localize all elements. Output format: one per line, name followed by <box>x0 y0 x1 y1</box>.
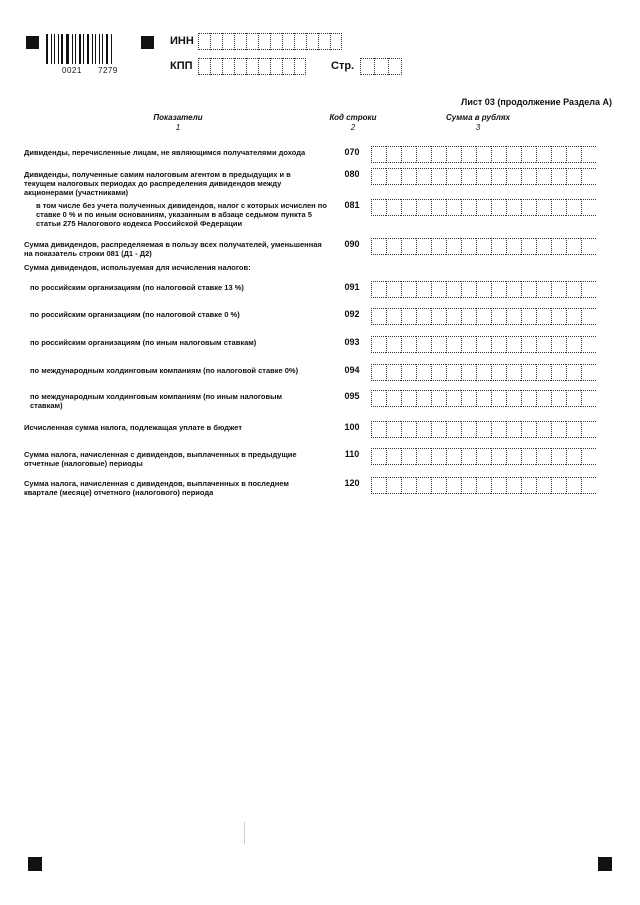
input-cell[interactable] <box>491 336 506 353</box>
row-code-090: 090 <box>344 239 360 249</box>
input-cell[interactable] <box>491 421 506 438</box>
row-code-093: 093 <box>344 337 360 347</box>
corner-marker-bottom-right <box>598 857 612 871</box>
input-cell[interactable] <box>446 390 461 407</box>
input-cell[interactable] <box>446 146 461 163</box>
input-cell[interactable] <box>446 281 461 298</box>
input-cell[interactable] <box>491 448 506 465</box>
column-number-3: 3 <box>475 123 481 132</box>
input-cell[interactable] <box>461 281 476 298</box>
input-cell[interactable] <box>246 33 258 50</box>
barcode-bar <box>53 34 54 64</box>
input-cell[interactable] <box>506 281 521 298</box>
input-cell[interactable] <box>371 238 386 255</box>
input-cell[interactable] <box>386 308 401 325</box>
input-cell[interactable] <box>506 146 521 163</box>
input-cell[interactable] <box>446 364 461 381</box>
input-cell[interactable] <box>388 58 402 75</box>
barcode-bar <box>95 34 96 64</box>
input-cell[interactable] <box>401 308 416 325</box>
input-cell[interactable] <box>536 421 551 438</box>
barcode-bar <box>106 34 108 64</box>
barcode-bar <box>46 34 48 64</box>
input-cell[interactable] <box>491 308 506 325</box>
input-cell[interactable] <box>461 390 476 407</box>
input-cell[interactable] <box>416 238 431 255</box>
input-cell[interactable] <box>536 448 551 465</box>
input-cell[interactable] <box>521 477 536 494</box>
input-cell[interactable] <box>551 281 566 298</box>
input-cell[interactable] <box>581 238 596 255</box>
input-cell[interactable] <box>330 33 342 50</box>
corner-marker-bottom-left <box>28 857 42 871</box>
input-cell[interactable] <box>431 421 446 438</box>
input-cell[interactable] <box>551 168 566 185</box>
barcode-bar <box>70 34 71 64</box>
input-cell[interactable] <box>581 281 596 298</box>
input-cell[interactable] <box>431 199 446 216</box>
input-cell[interactable] <box>386 199 401 216</box>
barcode-bar <box>101 34 102 64</box>
row-code-081: 081 <box>344 200 360 210</box>
input-cell[interactable] <box>431 390 446 407</box>
amount-field-110[interactable] <box>371 448 596 465</box>
input-cell[interactable] <box>461 448 476 465</box>
input-cell[interactable] <box>246 58 258 75</box>
input-cell[interactable] <box>416 390 431 407</box>
input-cell[interactable] <box>446 238 461 255</box>
input-cell[interactable] <box>446 308 461 325</box>
amount-field-080[interactable] <box>371 168 596 185</box>
input-cell[interactable] <box>386 477 401 494</box>
barcode-bar <box>82 34 83 64</box>
input-cell[interactable] <box>401 168 416 185</box>
input-cell[interactable] <box>521 308 536 325</box>
amount-field-093[interactable] <box>371 336 596 353</box>
input-cell[interactable] <box>566 199 581 216</box>
input-cell[interactable] <box>371 281 386 298</box>
input-cell[interactable] <box>551 364 566 381</box>
input-cell[interactable] <box>401 199 416 216</box>
subheading-tax-base: Сумма дивидендов, используемая для исчисления налогов: <box>24 263 251 272</box>
input-cell[interactable] <box>551 336 566 353</box>
input-cell[interactable] <box>431 308 446 325</box>
input-cell[interactable] <box>416 168 431 185</box>
input-cell[interactable] <box>536 238 551 255</box>
barcode-bar <box>111 34 112 64</box>
input-cell[interactable] <box>551 238 566 255</box>
input-cell[interactable] <box>491 146 506 163</box>
input-cell[interactable] <box>506 238 521 255</box>
input-cell[interactable] <box>581 146 596 163</box>
input-cell[interactable] <box>491 281 506 298</box>
input-cell[interactable] <box>536 390 551 407</box>
input-cell[interactable] <box>210 33 222 50</box>
input-cell[interactable] <box>416 364 431 381</box>
amount-field-092[interactable] <box>371 308 596 325</box>
barcode-bar <box>56 34 57 64</box>
input-cell[interactable] <box>461 168 476 185</box>
input-cell[interactable] <box>401 477 416 494</box>
input-cell[interactable] <box>476 238 491 255</box>
input-cell[interactable] <box>446 421 461 438</box>
input-cell[interactable] <box>566 281 581 298</box>
input-cell[interactable] <box>551 308 566 325</box>
input-cell[interactable] <box>461 364 476 381</box>
input-cell[interactable] <box>476 308 491 325</box>
barcode-bar <box>94 34 95 64</box>
row-label-120: Сумма налога, начисленная с дивидендов, выплаченных в последнем квартале (месяце) отчетного (налогового) периода <box>24 479 289 497</box>
input-cell[interactable] <box>506 477 521 494</box>
input-cell[interactable] <box>446 199 461 216</box>
input-cell[interactable] <box>521 146 536 163</box>
input-cell[interactable] <box>401 448 416 465</box>
input-cell[interactable] <box>566 146 581 163</box>
barcode-bar <box>92 34 93 64</box>
input-cell[interactable] <box>371 448 386 465</box>
input-cell[interactable] <box>431 281 446 298</box>
row-label-100: Исчисленная сумма налога, подлежащая уплате в бюджет <box>24 423 243 432</box>
barcode-bar <box>104 34 105 64</box>
input-cell[interactable] <box>371 308 386 325</box>
input-cell[interactable] <box>386 238 401 255</box>
input-cell[interactable] <box>551 146 566 163</box>
barcode-bar <box>102 34 103 64</box>
input-cell[interactable] <box>431 336 446 353</box>
input-cell[interactable] <box>371 364 386 381</box>
input-cell[interactable] <box>521 168 536 185</box>
input-cell[interactable] <box>198 33 210 50</box>
input-cell[interactable] <box>306 33 318 50</box>
input-cell[interactable] <box>416 448 431 465</box>
page-number-label: Стр. <box>331 60 355 72</box>
input-cell[interactable] <box>461 336 476 353</box>
input-cell[interactable] <box>506 448 521 465</box>
barcode-bar <box>97 34 98 64</box>
input-cell[interactable] <box>566 336 581 353</box>
input-cell[interactable] <box>476 421 491 438</box>
amount-field-091[interactable] <box>371 281 596 298</box>
amount-field-090[interactable] <box>371 238 596 255</box>
corner-marker-top-right <box>141 36 154 49</box>
row-label-110: Сумма налога, начисленная с дивидендов, выплаченных в предыдущие отчетные (налоговые) периоды <box>24 450 297 468</box>
inn-label: ИНН <box>170 35 194 47</box>
kpp-label: КПП <box>170 60 193 72</box>
input-cell[interactable] <box>551 448 566 465</box>
row-label-091: по российским организациям (по налоговой ставке 13 %) <box>30 283 244 292</box>
barcode-bar <box>77 34 78 64</box>
input-cell[interactable] <box>416 308 431 325</box>
barcode-bar <box>109 34 110 64</box>
corner-marker-top-left <box>26 36 39 49</box>
input-cell[interactable] <box>401 390 416 407</box>
column-header-indicators: Показатели <box>153 113 203 122</box>
input-cell[interactable] <box>476 364 491 381</box>
input-cell[interactable] <box>371 168 386 185</box>
input-cell[interactable] <box>294 58 306 75</box>
row-code-070: 070 <box>344 147 360 157</box>
input-cell[interactable] <box>566 421 581 438</box>
input-cell[interactable] <box>491 168 506 185</box>
input-cell[interactable] <box>566 238 581 255</box>
input-cell[interactable] <box>536 146 551 163</box>
barcode-bar <box>87 34 89 64</box>
input-cell[interactable] <box>476 281 491 298</box>
input-cell[interactable] <box>506 199 521 216</box>
column-header-line-code: Код строки <box>329 113 377 122</box>
input-cell[interactable] <box>476 168 491 185</box>
input-cell[interactable] <box>401 336 416 353</box>
input-cell[interactable] <box>506 336 521 353</box>
barcode-number-left: 0021 <box>62 66 82 75</box>
input-cell[interactable] <box>461 308 476 325</box>
input-cell[interactable] <box>566 477 581 494</box>
barcode-bar <box>64 34 65 64</box>
barcode-bar <box>72 34 73 64</box>
column-number-1: 1 <box>175 123 181 132</box>
row-code-094: 094 <box>344 365 360 375</box>
input-cell[interactable] <box>521 336 536 353</box>
row-label-090: Сумма дивидендов, распределяемая в пользу всех получателей, уменьшенная на показатель строки 081 (Д1 - Д2) <box>24 240 322 258</box>
input-cell[interactable] <box>416 421 431 438</box>
barcode-bar <box>51 34 52 64</box>
input-cell[interactable] <box>461 421 476 438</box>
input-cell[interactable] <box>461 146 476 163</box>
input-cell[interactable] <box>401 421 416 438</box>
input-cell[interactable] <box>234 33 246 50</box>
input-cell[interactable] <box>581 168 596 185</box>
barcode-bar <box>61 34 63 64</box>
input-cell[interactable] <box>521 238 536 255</box>
barcode <box>46 34 130 64</box>
column-header-amount: Сумма в рублях <box>446 113 510 122</box>
input-cell[interactable] <box>566 364 581 381</box>
input-cell[interactable] <box>386 364 401 381</box>
input-cell[interactable] <box>521 448 536 465</box>
input-cell[interactable] <box>431 168 446 185</box>
input-cell[interactable] <box>491 390 506 407</box>
inn-field[interactable] <box>198 33 342 50</box>
input-cell[interactable] <box>270 33 282 50</box>
input-cell[interactable] <box>386 421 401 438</box>
input-cell[interactable] <box>431 146 446 163</box>
row-code-091: 091 <box>344 282 360 292</box>
input-cell[interactable] <box>506 364 521 381</box>
input-cell[interactable] <box>431 448 446 465</box>
input-cell[interactable] <box>536 364 551 381</box>
row-label-080: Дивиденды, полученные самим налоговым агентом в предыдущих и в текущем налоговых периодах до распределения дивидендов между акционерами (участниками) <box>24 170 291 197</box>
input-cell[interactable] <box>476 199 491 216</box>
row-label-093: по российским организациям (по иным налоговым ставкам) <box>30 338 257 347</box>
barcode-bar <box>90 34 91 64</box>
input-cell[interactable] <box>581 336 596 353</box>
input-cell[interactable] <box>446 477 461 494</box>
row-code-080: 080 <box>344 169 360 179</box>
input-cell[interactable] <box>386 168 401 185</box>
input-cell[interactable] <box>521 364 536 381</box>
input-cell[interactable] <box>551 421 566 438</box>
row-code-100: 100 <box>344 422 360 432</box>
input-cell[interactable] <box>476 477 491 494</box>
barcode-number-right: 7279 <box>98 66 118 75</box>
input-cell[interactable] <box>461 199 476 216</box>
input-cell[interactable] <box>566 448 581 465</box>
barcode-bar <box>99 34 100 64</box>
input-cell[interactable] <box>318 33 330 50</box>
amount-field-081[interactable] <box>371 199 596 216</box>
column-number-2: 2 <box>350 123 356 132</box>
barcode-bar <box>58 34 59 64</box>
input-cell[interactable] <box>294 33 306 50</box>
input-cell[interactable] <box>506 421 521 438</box>
input-cell[interactable] <box>431 238 446 255</box>
input-cell[interactable] <box>581 477 596 494</box>
input-cell[interactable] <box>431 364 446 381</box>
kpp-field[interactable] <box>198 58 306 75</box>
input-cell[interactable] <box>401 146 416 163</box>
input-cell[interactable] <box>536 168 551 185</box>
input-cell[interactable] <box>491 364 506 381</box>
input-cell[interactable] <box>210 58 222 75</box>
input-cell[interactable] <box>386 146 401 163</box>
barcode-bar <box>60 34 61 64</box>
barcode-bar <box>83 34 84 64</box>
input-cell[interactable] <box>476 390 491 407</box>
input-cell[interactable] <box>416 146 431 163</box>
input-cell[interactable] <box>222 33 234 50</box>
page-number-field[interactable] <box>360 58 402 75</box>
input-cell[interactable] <box>431 477 446 494</box>
input-cell[interactable] <box>386 390 401 407</box>
input-cell[interactable] <box>521 390 536 407</box>
input-cell[interactable] <box>446 336 461 353</box>
input-cell[interactable] <box>416 336 431 353</box>
input-cell[interactable] <box>566 168 581 185</box>
input-cell[interactable] <box>521 281 536 298</box>
input-cell[interactable] <box>461 477 476 494</box>
input-cell[interactable] <box>401 364 416 381</box>
input-cell[interactable] <box>566 390 581 407</box>
barcode-bar <box>79 34 81 64</box>
input-cell[interactable] <box>386 448 401 465</box>
row-label-094: по международным холдинговым компаниям (по налоговой ставке 0%) <box>30 366 299 375</box>
sheet-title: Лист 03 (продолжение Раздела А) <box>461 97 612 107</box>
input-cell[interactable] <box>536 477 551 494</box>
input-cell[interactable] <box>581 390 596 407</box>
input-cell[interactable] <box>198 58 210 75</box>
input-cell[interactable] <box>371 477 386 494</box>
input-cell[interactable] <box>282 58 294 75</box>
input-cell[interactable] <box>258 58 270 75</box>
input-cell[interactable] <box>536 281 551 298</box>
row-label-095: по международным холдинговым компаниям (по иным налоговым ставкам) <box>30 392 283 410</box>
barcode-bar <box>49 34 50 64</box>
input-cell[interactable] <box>551 477 566 494</box>
input-cell[interactable] <box>371 146 386 163</box>
input-cell[interactable] <box>491 238 506 255</box>
amount-field-120[interactable] <box>371 477 596 494</box>
input-cell[interactable] <box>581 308 596 325</box>
barcode-bar <box>85 34 86 64</box>
input-cell[interactable] <box>222 58 234 75</box>
input-cell[interactable] <box>371 336 386 353</box>
input-cell[interactable] <box>491 199 506 216</box>
input-cell[interactable] <box>506 308 521 325</box>
input-cell[interactable] <box>581 421 596 438</box>
input-cell[interactable] <box>371 421 386 438</box>
input-cell[interactable] <box>371 390 386 407</box>
barcode-bar <box>66 34 69 64</box>
input-cell[interactable] <box>371 199 386 216</box>
input-cell[interactable] <box>476 146 491 163</box>
input-cell[interactable] <box>581 364 596 381</box>
input-cell[interactable] <box>446 448 461 465</box>
fold-line <box>244 822 245 844</box>
input-cell[interactable] <box>416 199 431 216</box>
input-cell[interactable] <box>536 336 551 353</box>
input-cell[interactable] <box>521 421 536 438</box>
barcode-bar <box>75 34 76 64</box>
row-label-070: Дивиденды, перечисленные лицам, не являющимся получателями дохода <box>24 148 306 157</box>
input-cell[interactable] <box>461 238 476 255</box>
input-cell[interactable] <box>416 281 431 298</box>
input-cell[interactable] <box>476 336 491 353</box>
input-cell[interactable] <box>234 58 246 75</box>
input-cell[interactable] <box>521 199 536 216</box>
input-cell[interactable] <box>581 199 596 216</box>
row-code-120: 120 <box>344 478 360 488</box>
input-cell[interactable] <box>581 448 596 465</box>
input-cell[interactable] <box>416 477 431 494</box>
input-cell[interactable] <box>506 390 521 407</box>
input-cell[interactable] <box>536 199 551 216</box>
input-cell[interactable] <box>446 168 461 185</box>
input-cell[interactable] <box>270 58 282 75</box>
row-code-095: 095 <box>344 391 360 401</box>
barcode-bar <box>54 34 55 64</box>
input-cell[interactable] <box>536 308 551 325</box>
row-label-092: по российским организациям (по налоговой ставке 0 %) <box>30 310 240 319</box>
input-cell[interactable] <box>282 33 294 50</box>
input-cell[interactable] <box>386 336 401 353</box>
input-cell[interactable] <box>566 308 581 325</box>
input-cell[interactable] <box>374 58 388 75</box>
input-cell[interactable] <box>491 477 506 494</box>
amount-field-100[interactable] <box>371 421 596 438</box>
input-cell[interactable] <box>386 281 401 298</box>
amount-field-095[interactable] <box>371 390 596 407</box>
input-cell[interactable] <box>551 199 566 216</box>
amount-field-070[interactable] <box>371 146 596 163</box>
amount-field-094[interactable] <box>371 364 596 381</box>
row-code-092: 092 <box>344 309 360 319</box>
input-cell[interactable] <box>258 33 270 50</box>
row-label-081: в том числе без учета полученных дивидендов, налог с которых исчислен по ставке 0 % и по иным основаниям, указанным в абзаце седьмом пункта 5 статьи 275 Налогового кодекса Российской Федерации <box>36 201 327 228</box>
barcode-bar <box>74 34 75 64</box>
row-code-110: 110 <box>344 449 360 459</box>
input-cell[interactable] <box>401 238 416 255</box>
input-cell[interactable] <box>360 58 374 75</box>
input-cell[interactable] <box>506 168 521 185</box>
input-cell[interactable] <box>476 448 491 465</box>
input-cell[interactable] <box>401 281 416 298</box>
input-cell[interactable] <box>551 390 566 407</box>
